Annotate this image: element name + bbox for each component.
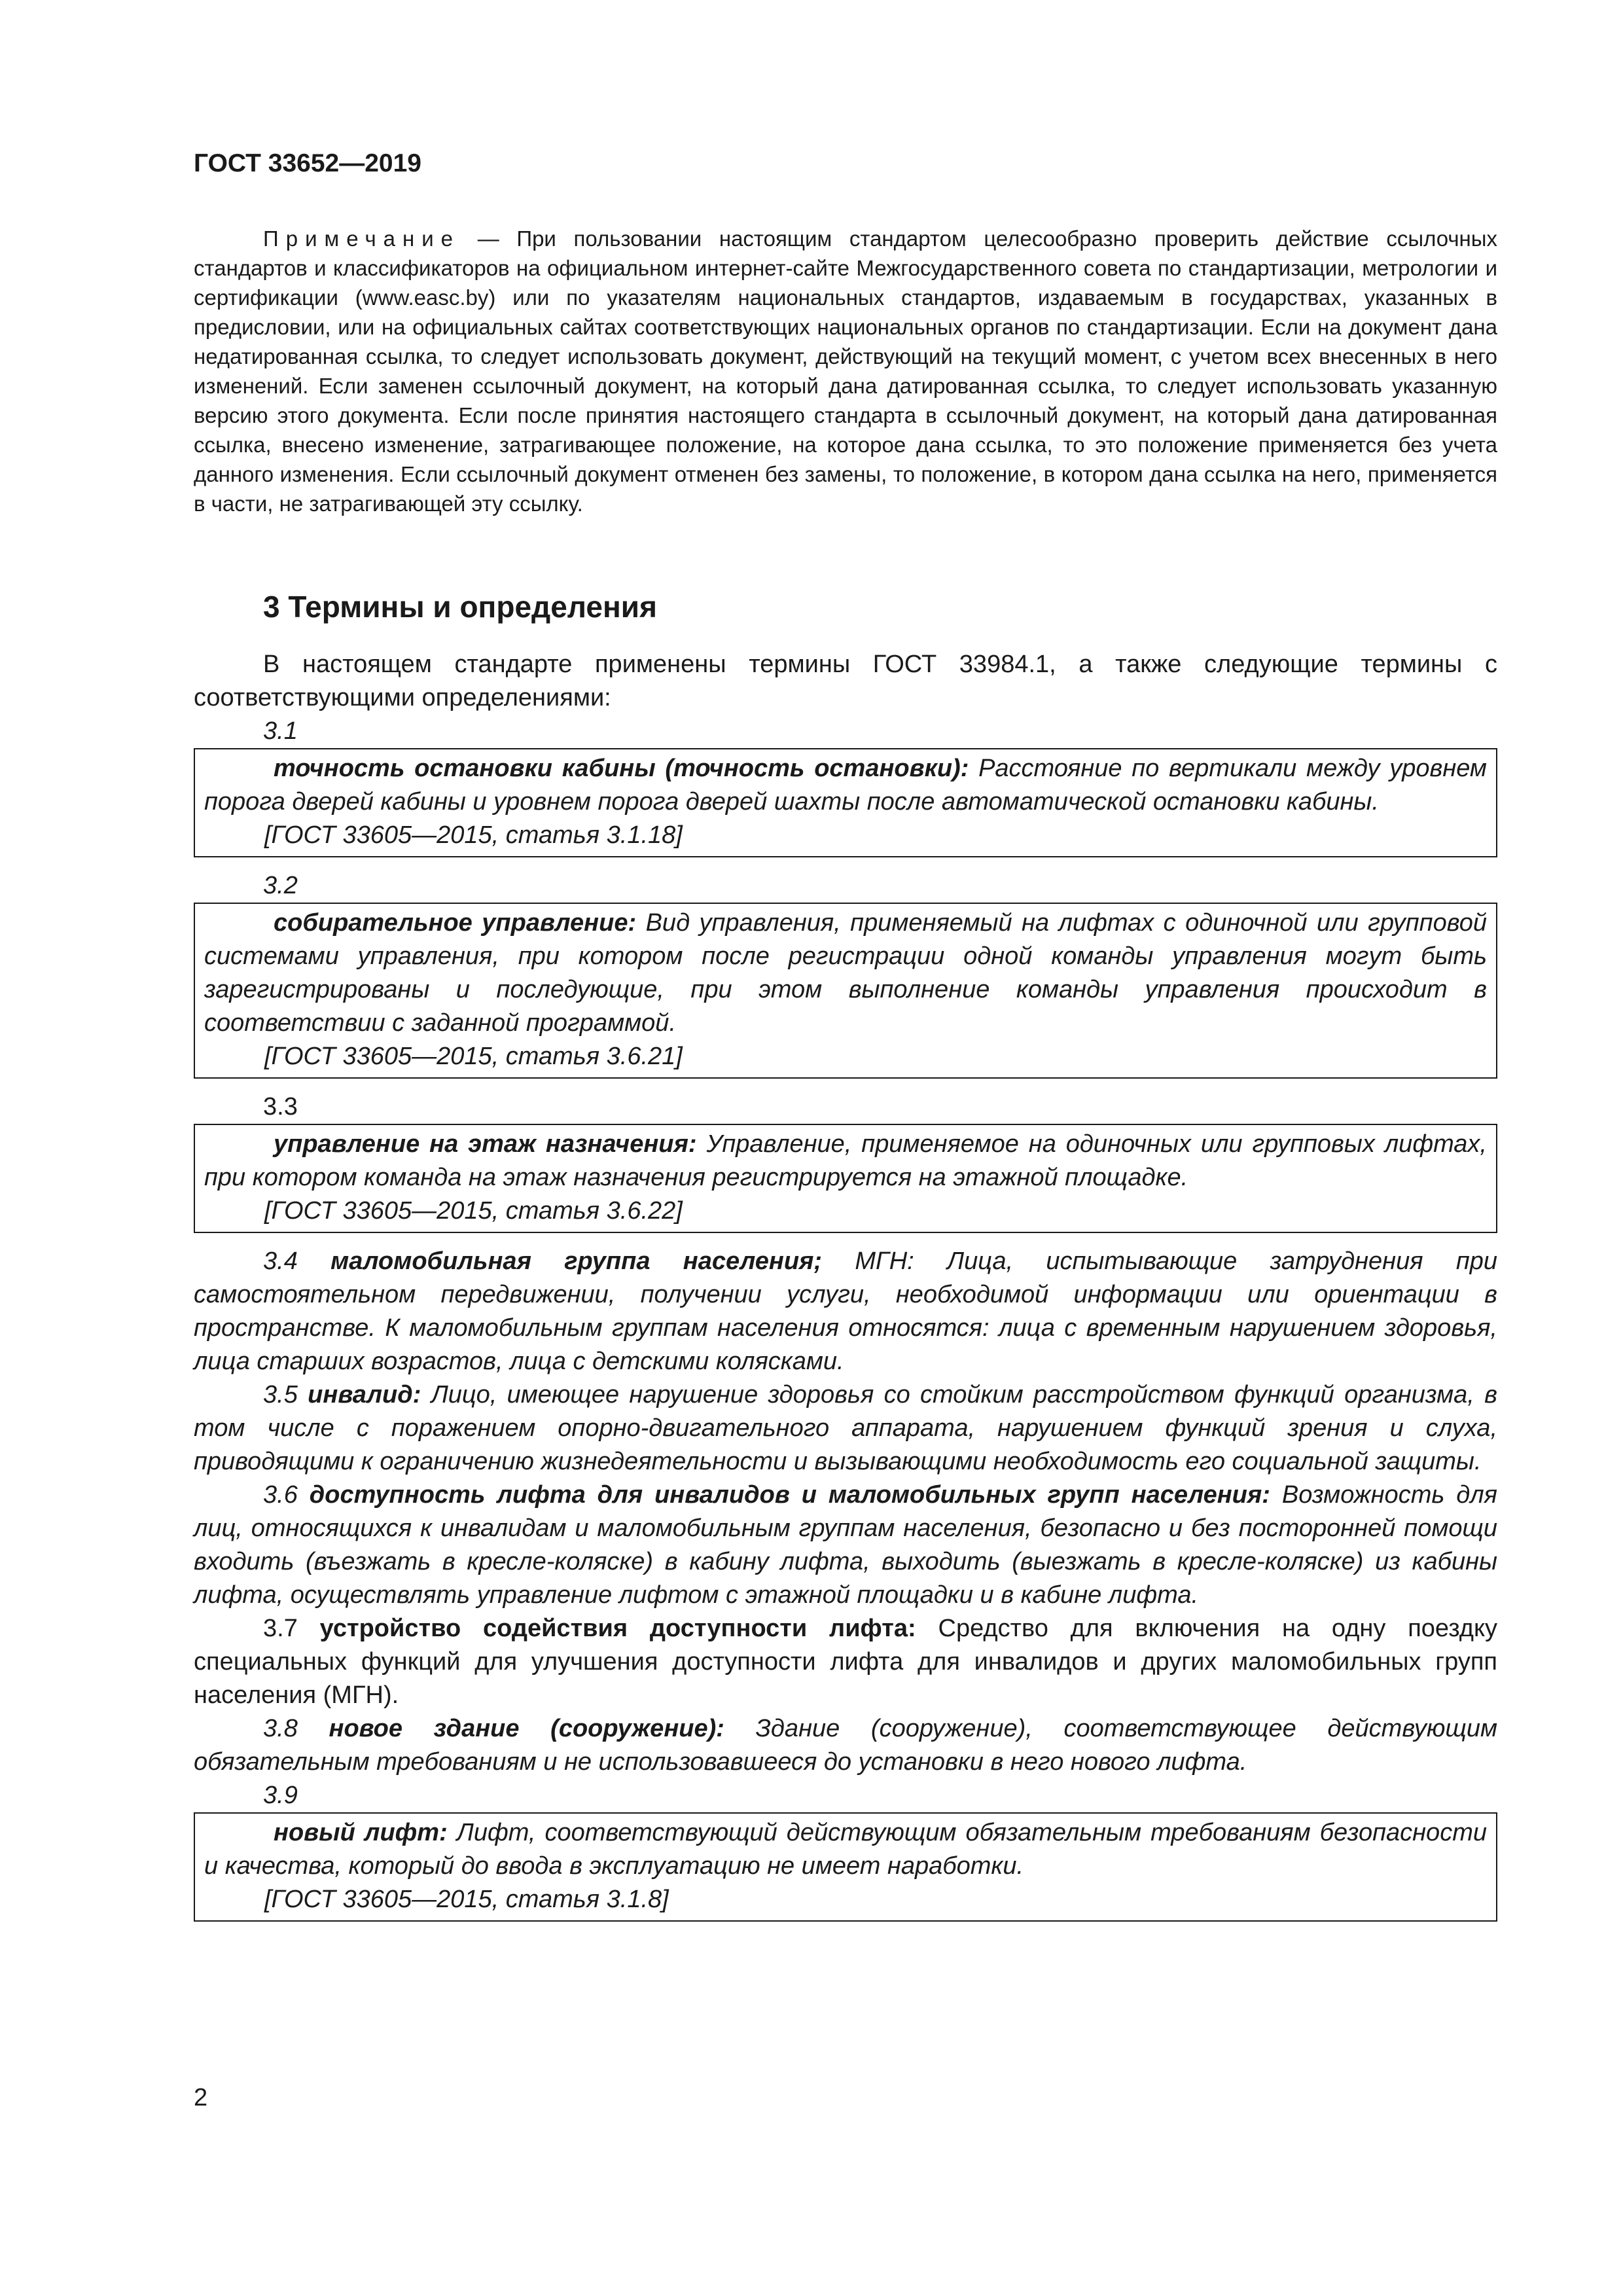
term-3-4 — [194, 1245, 1497, 1378]
section-title: 3 Термины и определения — [263, 590, 657, 624]
term-number-3-1: 3.1 — [263, 717, 298, 745]
term-name: управление на этаж назначения: — [274, 1130, 697, 1158]
term-source: [ГОСТ 33605—2015, статья 3.1.8] — [264, 1886, 669, 1913]
term-3-6 — [194, 1479, 1497, 1612]
term-definition: Управление, применяемое на одиночных или групповых лифтах, при котором команда на этаж назначения регистрируется на этажной площадке. — [204, 1130, 1487, 1191]
term-number-3-9: 3.9 — [263, 1782, 298, 1809]
note-label: Примечание — [263, 226, 461, 251]
term-name: инвалид: — [308, 1381, 421, 1408]
term-definition: Лицо, имеющее нарушение здоровья со стойким расстройством функций организма, в том числе с поражением опорно-двигательного аппарата, нарушением функций зрения и слуха, приводящими к ограничению жизнедеятельности и вызывающими необходимость его социальной защиты. — [194, 1381, 1497, 1475]
term-source: [ГОСТ 33605—2015, статья 3.6.21] — [264, 1043, 683, 1070]
term-source: [ГОСТ 33605—2015, статья 3.6.22] — [264, 1197, 683, 1225]
term-definition: Средство для включения на одну поездку специальных функций для улучшения доступности лифта для инвалидов и других маломобильных групп населения (МГН). — [194, 1615, 1498, 1709]
term-definition: Возможность для лиц, относящихся к инвалидам и маломобильным группам населения, безопасно и без посторонней помощи входить (въезжать в кресле-коляске) в кабину лифта, выходить (выезжать в кресле-коляске) из кабины лифта, осуществлять управление лифтом с этажной площадки и в кабине лифта. — [194, 1481, 1497, 1609]
note-paragraph — [194, 224, 1497, 518]
term-name: маломобильная группа населения; — [330, 1247, 823, 1275]
term-name: устройство содействия доступности лифта: — [319, 1615, 916, 1642]
term-number-3-3: 3.3 — [263, 1093, 298, 1121]
term-number-3-2: 3.2 — [263, 872, 298, 899]
term-definition: Вид управления, применяемый на лифтах с одиночной или групповой системами управления, при котором после регистрации одной команды управления могут быть зарегистрированы и последующие, при этом выполнение команды управления происходит в соответствии с заданной программой. — [204, 909, 1487, 1037]
term-3-7 — [194, 1612, 1497, 1712]
note-text: — При пользовании настоящим стандартом целесообразно проверить действие ссылочных стандартов и классификаторов на официальном интернет-сайте Межгосударственного совета по стандартизации, метрологии и сертификации (www.easc.by) или по указателям национальных стандартов, издаваемым в государствах, указанных в предисловии, или на официальных сайтах соответствующих национальных органов по стандартизации. Если на документ дана недатированная ссылка, то следует использовать документ, действующий на текущий момент, с учетом всех внесенных в него изменений. Если заменен ссылочный документ, на который дана датированная ссылка, то следует использовать указанную версию этого документа. Если после принятия настоящего стандарта в ссылочный документ, на который дана датированная ссылка, внесено изменение, затрагивающее положение, на которое дана ссылка, то это положение применяется без учета данного изменения. Если ссылочный документ отменен без замены, то положение, в котором дана ссылка на него, применяется в части, не затрагивающей эту ссылку. — [194, 226, 1498, 516]
term-3-5 — [194, 1378, 1497, 1479]
term-number: 3.4 — [263, 1247, 331, 1275]
term-number: 3.7 — [263, 1615, 320, 1642]
term-name: точность остановки кабины (точность остановки): — [274, 755, 969, 782]
standard-header: ГОСТ 33652—2019 — [194, 149, 421, 177]
term-definition: Расстояние по вертикали между уровнем порога дверей кабины и уровнем порога дверей шахты после автоматической остановки кабины. — [204, 755, 1487, 816]
term-source: [ГОСТ 33605—2015, статья 3.1.18] — [264, 821, 683, 849]
term-box-3-3 — [194, 1124, 1497, 1233]
section-3 — [194, 589, 1497, 1933]
term-number: 3.8 — [263, 1715, 329, 1742]
term-number: 3.5 — [263, 1381, 308, 1408]
term-name: новое здание (сооружение): — [329, 1715, 724, 1742]
page-number: 2 — [194, 2084, 208, 2111]
term-definition: Здание (сооружение), соответствующее действующим обязательным требованиям и не использовавшееся до установки в него нового лифта. — [194, 1715, 1498, 1776]
term-name: доступность лифта для инвалидов и маломобильных групп населения: — [309, 1481, 1270, 1509]
term-name: собирательное управление: — [274, 909, 637, 937]
term-definition: МГН: Лица, испытывающие затруднения при самостоятельном передвижении, получении услуги, необходимой информации или ориентации в пространстве. К маломобильным группам населения относятся: лица с временным нарушением здоровья, лица старших возрастов, лица с детскими колясками. — [194, 1247, 1497, 1375]
section-intro: В настоящем стандарте применены термины ГОСТ 33984.1, а также следующие термины с соответствующими определениями: — [194, 651, 1497, 711]
term-box-3-2 — [194, 903, 1497, 1079]
term-box-3-1 — [194, 748, 1497, 857]
term-3-8 — [194, 1712, 1497, 1779]
term-number: 3.6 — [263, 1481, 310, 1509]
term-name: новый лифт: — [274, 1819, 448, 1846]
term-box-3-9 — [194, 1812, 1497, 1922]
term-definition: Лифт, соответствующий действующим обязательным требованиям безопасности и качества, который до ввода в эксплуатацию не имеет наработки. — [204, 1819, 1487, 1880]
